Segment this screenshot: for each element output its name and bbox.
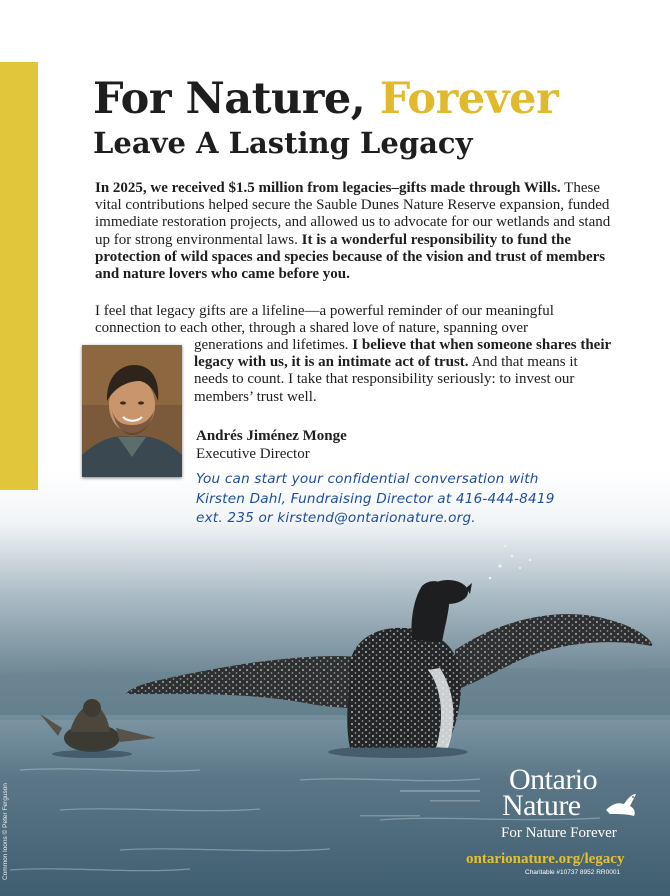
cta-line-3: ext. 235 or kirstend@ontarionature.org. xyxy=(196,510,476,526)
paragraph-2-line3-text: generations and lifetimes. xyxy=(194,337,353,353)
director-photo xyxy=(82,345,182,477)
logo-line-1: Ontario xyxy=(509,763,598,796)
signature-title: Executive Director xyxy=(196,446,310,462)
legacy-url-link[interactable]: ontarionature.org/legacy xyxy=(466,851,625,867)
logo-line-2: Nature xyxy=(502,789,581,822)
subheadline: Leave A Lasting Legacy xyxy=(93,126,473,160)
loon-logo-icon xyxy=(604,790,638,818)
paragraph-1-tail: It is a wonderful responsibility to fund the protection of wild spaces and species because of the vision and trust of members and nature lovers who came before you. xyxy=(95,231,606,283)
paragraph-2-line2: connection to each other, through a shared love of nature, spanning over xyxy=(95,320,529,337)
ontario-nature-logo xyxy=(488,764,648,848)
contact-call-to-action xyxy=(196,470,636,529)
paragraph-1 xyxy=(95,180,615,283)
signature-name: Andrés Jiménez Monge xyxy=(196,428,347,444)
headline-part1: For Nature, xyxy=(93,74,380,124)
paragraph-2-intro xyxy=(95,303,595,337)
paragraph-2-body xyxy=(194,337,614,406)
cta-line-2: Kirsten Dahl, Fundraising Director at 416-444-8419 xyxy=(196,490,555,507)
photo-credit: Common loons © Peter Ferguson xyxy=(2,783,9,880)
paragraph-1-lead: In 2025, we received $1.5 million from legacies–gifts made through Wills. xyxy=(95,180,561,196)
headline-part2: Forever xyxy=(379,74,559,124)
accent-bar xyxy=(0,62,38,490)
headline xyxy=(93,72,558,126)
paragraph-2-line3-bold: I believe that when someone shares their legacy with us, it is an intimate act of trust. xyxy=(194,337,611,371)
logo-tagline: For Nature Forever xyxy=(501,825,617,841)
signature-block xyxy=(196,427,496,463)
cta-line-1: You can start your confidential conversation with xyxy=(196,471,539,487)
paragraph-2-line1: I feel that legacy gifts are a lifeline—a powerful reminder of our meaningful xyxy=(95,303,554,319)
paragraph-2-line3-tail: And that means it needs to count. I take that responsibility seriously: to invest our members’ trust well. xyxy=(194,354,578,405)
charitable-number: Charitable #10737 8952 RR0001 xyxy=(525,869,621,876)
paragraph-1-text: These vital contributions helped secure the Sauble Dunes Nature Reserve expansion, funded immediate restoration projects, and allowed us to advocate for our wetlands and stand up for strong environmental laws. xyxy=(95,180,611,248)
